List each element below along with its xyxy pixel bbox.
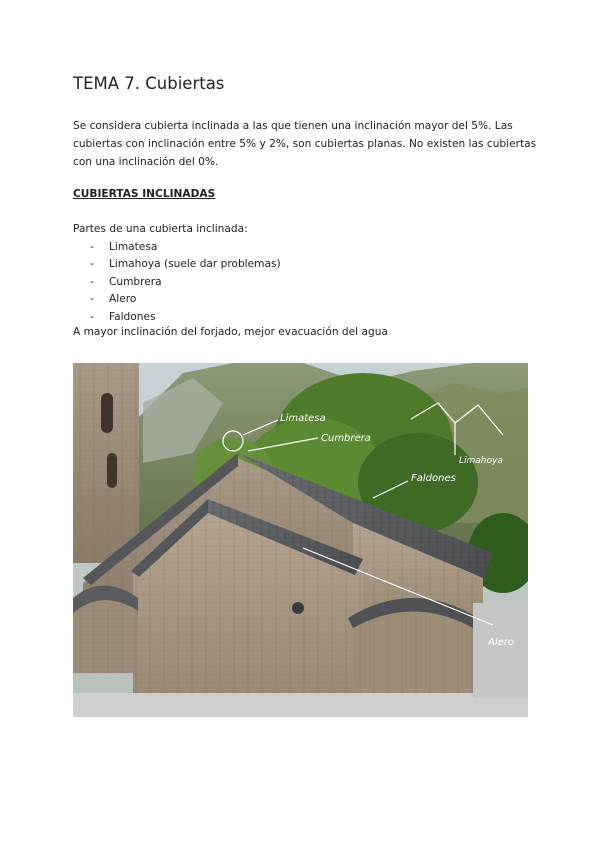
intro-paragraph: Se considera cubierta inclinada a las que tienen una inclinación mayor del 5%. Las cubiertas con inclinación entre 5% y 2%, son cubiertas planas. No existen las cubiertas con una inclinación del 0%.	[73, 120, 537, 168]
list-item: - Alero	[90, 293, 137, 306]
closing-sentence: A mayor inclinación del forjado, mejor evacuación del agua	[73, 326, 388, 338]
list-item: - Limahoya (suele dar problemas)	[90, 258, 281, 271]
annotation-alero: Alero	[488, 637, 515, 648]
annotation-faldones: Faldones	[411, 473, 456, 484]
section-heading: CUBIERTAS INCLINADAS	[73, 188, 216, 200]
annotation-cumbrera: Cumbrera	[321, 433, 371, 444]
church-roof-photo	[73, 363, 528, 717]
annotation-limahoya: Limahoya	[459, 456, 503, 466]
page-title: TEMA 7. Cubiertas	[73, 74, 225, 93]
parts-list	[73, 239, 281, 326]
annotation-limatesa: Limatesa	[280, 413, 326, 424]
list-item: - Cumbrera	[90, 275, 162, 288]
list-item: - Faldones	[90, 310, 156, 323]
list-item: - Limatesa	[90, 241, 158, 253]
parts-intro: Partes de una cubierta inclinada:	[73, 223, 248, 235]
